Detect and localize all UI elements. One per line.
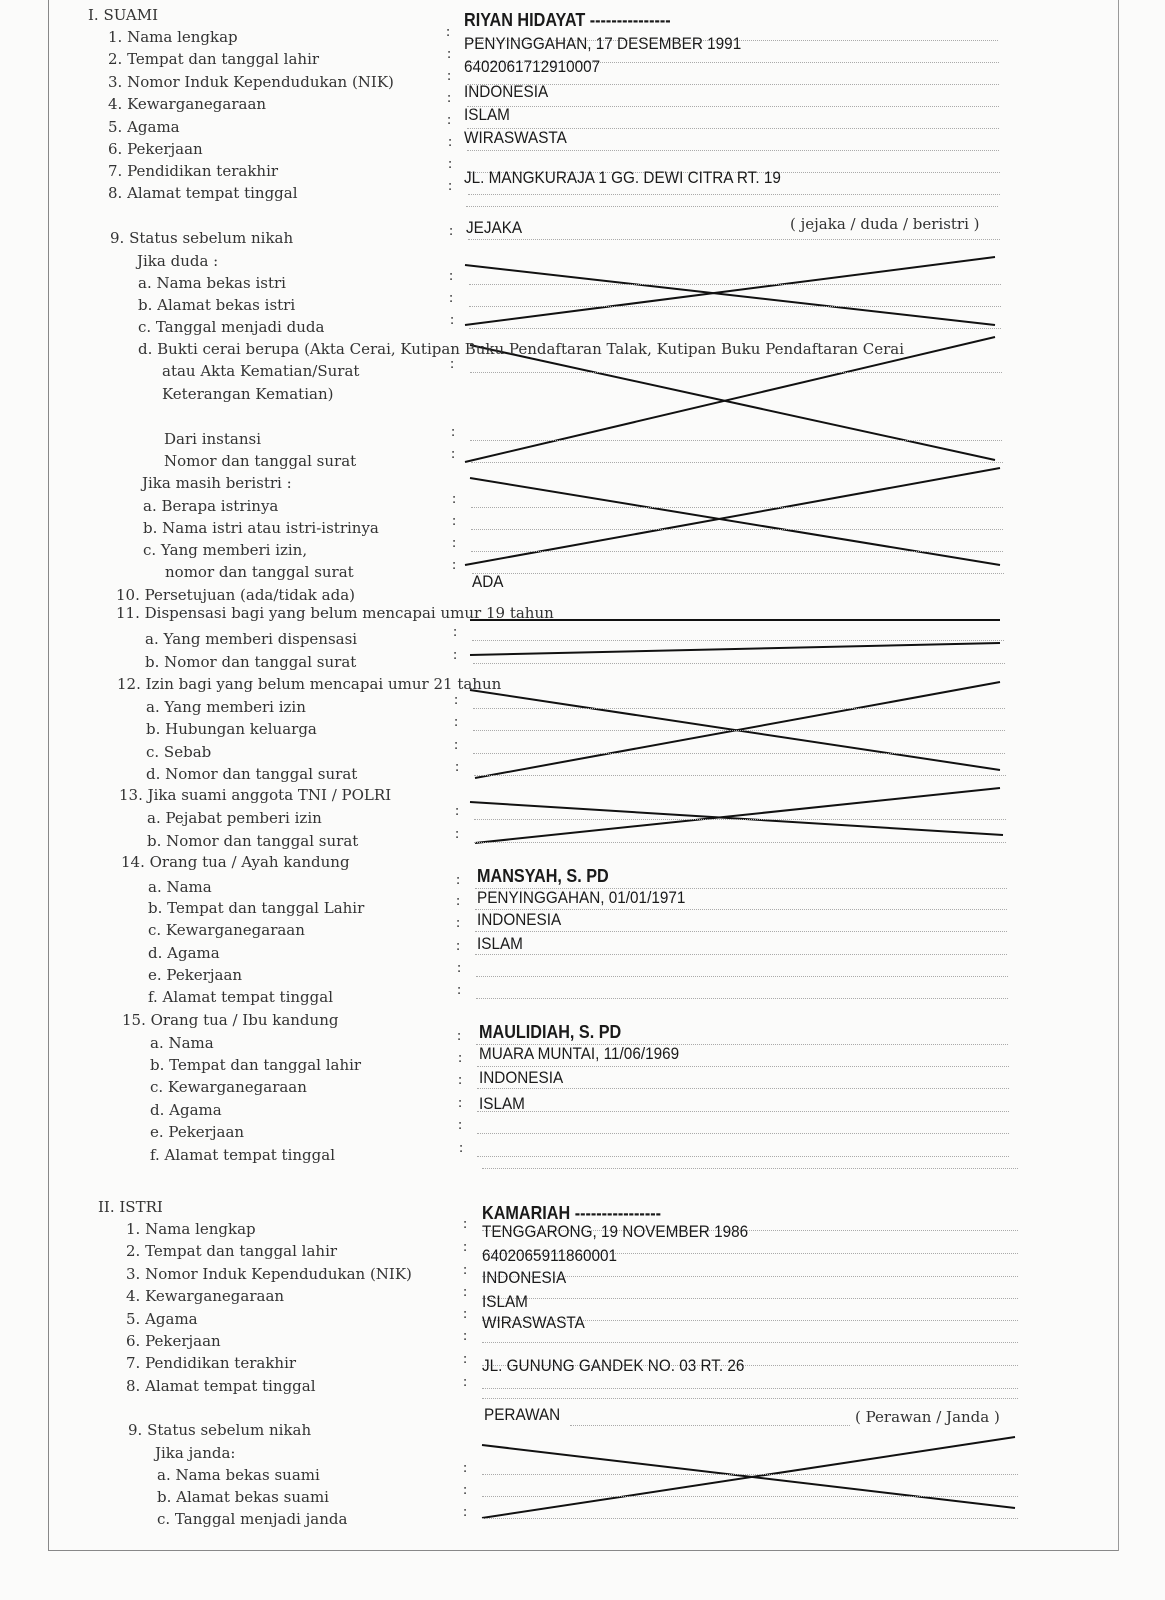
form-label: 5. Agama [108,118,180,136]
form-label: b. Hubungan keluarga [146,720,317,738]
dotted-line [471,462,1003,463]
dotted-line [482,1388,1018,1389]
dotted-line [471,529,1003,530]
form-label: a. Nama bekas suami [157,1466,320,1484]
form-label: b. Tempat dan tanggal Lahir [148,899,365,917]
colon-separator: : [449,290,454,306]
form-label: 5. Agama [126,1310,198,1328]
dotted-line [472,640,1004,641]
form-label: c. Sebab [146,743,212,761]
colon-separator: : [455,759,460,775]
filled-value: TENGGARONG, 19 NOVEMBER 1986 [482,1222,749,1241]
colon-separator: : [456,872,461,888]
dotted-line [474,775,1006,776]
form-label: 6. Pekerjaan [126,1332,221,1350]
filled-value: ADA [472,572,504,591]
form-label: 1. Nama lengkap [126,1220,256,1238]
filled-value: JL. GUNUNG GANDEK NO. 03 RT. 26 [482,1356,745,1375]
status-hint-suami: ( jejaka / duda / beristri ) [790,215,980,233]
dotted-line [467,106,999,107]
dotted-line [477,1133,1009,1134]
filled-value: ISLAM [477,934,523,953]
colon-separator: : [450,312,455,328]
form-label: a. Pejabat pemberi izin [147,809,322,827]
colon-separator: : [457,982,462,998]
colon-separator: : [452,491,457,507]
form-label: 13. Jika suami anggota TNI / POLRI [119,786,392,804]
filled-value: RIYAN HIDAYAT --------------- [464,10,671,30]
form-label: f. Alamat tempat tinggal [150,1146,335,1164]
form-label: 7. Pendidikan terakhir [126,1354,297,1372]
filled-value: MANSYAH, S. PD [477,866,609,886]
form-label: c. Kewarganegaraan [148,921,305,939]
colon-separator: : [463,1216,468,1232]
form-label: Jika duda : [137,252,219,270]
colon-separator: : [448,156,453,172]
colon-separator: : [463,1306,468,1322]
filled-value: INDONESIA [482,1268,567,1287]
colon-separator: : [456,938,461,954]
filled-value: ISLAM [479,1094,525,1113]
filled-value: 6402061712910007 [464,57,601,76]
form-label: d. Bukti cerai berupa (Akta Cerai, Kutipan Buku Pendaftaran Talak, Kutipan Buku Pendaftaran Cerai [138,340,905,358]
form-label: 3. Nomor Induk Kependudukan (NIK) [108,73,394,91]
dotted-line [466,206,998,207]
colon-separator: : [463,1284,468,1300]
form-label: 9. Status sebelum nikah [110,229,294,247]
dotted-line [470,372,1002,373]
filled-value: INDONESIA [479,1068,564,1087]
dotted-line [470,440,1002,441]
dotted-line [472,573,1004,574]
form-label: b. Nama istri atau istri-istrinya [143,519,379,537]
dotted-line [477,1156,1009,1157]
colon-separator: : [449,268,454,284]
filled-value: KAMARIAH ---------------- [482,1203,662,1223]
section-istri-heading: II. ISTRI [98,1198,163,1216]
form-label: a. Berapa istrinya [143,497,279,515]
form-label: b. Alamat bekas suami [157,1488,329,1506]
colon-separator: : [447,46,452,62]
colon-separator: : [452,535,457,551]
form-label: 15. Orang tua / Ibu kandung [122,1011,339,1029]
dotted-line [473,708,1005,709]
dotted-line [469,306,1001,307]
form-label: atau Akta Kematian/Surat [162,362,360,380]
dotted-line [477,1066,1009,1067]
dotted-line [482,1398,1018,1399]
colon-separator: : [458,1095,463,1111]
colon-separator: : [463,1351,468,1367]
form-label: 2. Tempat dan tanggal lahir [126,1242,338,1260]
colon-separator: : [447,90,452,106]
colon-separator: : [457,960,462,976]
form-label: e. Pekerjaan [150,1123,245,1141]
form-label: 7. Pendidikan terakhir [108,162,279,180]
colon-separator: : [463,1262,468,1278]
dotted-line [477,1111,1009,1112]
form-label: 1. Nama lengkap [108,28,238,46]
colon-separator: : [456,893,461,909]
dotted-line [469,284,1001,285]
filled-value: INDONESIA [464,82,549,101]
filled-value: MAULIDIAH, S. PD [479,1022,622,1042]
dotted-line [473,753,1005,754]
dotted-line [468,239,1000,240]
form-label: a. Nama [150,1034,214,1052]
colon-separator: : [448,178,453,194]
dotted-line [477,1088,1009,1089]
form-label: 3. Nomor Induk Kependudukan (NIK) [126,1265,412,1283]
filled-value: JL. MANGKURAJA 1 GG. DEWI CITRA RT. 19 [464,168,781,187]
form-label: c. Tanggal menjadi duda [138,318,325,336]
filled-value: JEJAKA [466,218,523,237]
form-label: Jika janda: [155,1444,236,1462]
form-label: c. Yang memberi izin, [143,541,308,559]
form-label: 8. Alamat tempat tinggal [108,184,298,202]
form-label: Dari instansi [164,430,261,448]
form-label: a. Yang memberi dispensasi [145,630,358,648]
colon-separator: : [463,1504,468,1520]
dotted-line [474,819,1006,820]
colon-separator: : [458,1050,463,1066]
form-label: d. Agama [148,944,220,962]
form-label: c. Tanggal menjadi janda [157,1510,348,1528]
dotted-line [482,1496,1018,1497]
colon-separator: : [446,24,451,40]
form-label: b. Nomor dan tanggal surat [147,832,359,850]
form-label: nomor dan tanggal surat [165,563,354,581]
form-label: e. Pekerjaan [148,966,243,984]
dotted-line [469,328,1001,329]
filled-value: 6402065911860001 [482,1246,618,1265]
dotted-line [475,954,1007,955]
form-label: 2. Tempat dan tanggal lahir [108,50,320,68]
dotted-line [482,1518,1018,1519]
form-label: 4. Kewarganegaraan [126,1287,285,1305]
colon-separator: : [454,714,459,730]
colon-separator: : [451,446,456,462]
colon-separator: : [454,692,459,708]
filled-value: PERAWAN [484,1405,561,1424]
filled-value: ISLAM [464,105,510,124]
dotted-line [482,1298,1018,1299]
form-label: a. Nama bekas istri [138,274,286,292]
colon-separator: : [458,1072,463,1088]
colon-separator: : [463,1482,468,1498]
form-label: Nomor dan tanggal surat [164,452,357,470]
colon-separator: : [453,647,458,663]
form-label: 9. Status sebelum nikah [128,1421,312,1439]
dotted-line [467,150,999,151]
colon-separator: : [459,1140,464,1156]
form-label: 8. Alamat tempat tinggal [126,1377,316,1395]
form-label: d. Nomor dan tanggal surat [146,765,358,783]
colon-separator: : [455,826,460,842]
colon-separator: : [447,68,452,84]
colon-separator: : [452,557,457,573]
filled-value: WIRASWASTA [464,128,567,147]
colon-separator: : [453,624,458,640]
dotted-line [570,1425,850,1426]
dotted-line [482,1168,1018,1169]
colon-separator: : [457,1028,462,1044]
form-label: b. Tempat dan tanggal lahir [150,1056,362,1074]
form-label: 12. Izin bagi yang belum mencapai umur 21 tahun [117,675,502,693]
filled-value: WIRASWASTA [482,1313,585,1332]
form-label: a. Yang memberi izin [146,698,306,716]
form-label: 11. Dispensasi bagi yang belum mencapai umur 19 tahun [116,604,554,622]
dotted-line [476,998,1008,999]
form-label: 4. Kewarganegaraan [108,95,267,113]
dotted-line [474,842,1006,843]
colon-separator: : [456,915,461,931]
form-label: d. Agama [150,1101,222,1119]
section-suami-heading: I. SUAMI [88,6,159,24]
form-label: Keterangan Kematian) [162,385,334,403]
dotted-line [471,507,1003,508]
dotted-line [473,730,1005,731]
form-label: 10. Persetujuan (ada/tidak ada) [116,586,355,604]
filled-value: ISLAM [482,1292,528,1311]
colon-separator: : [463,1374,468,1390]
colon-separator: : [454,737,459,753]
colon-separator: : [463,1239,468,1255]
form-label: b. Alamat bekas istri [138,296,296,314]
form-label: c. Kewarganegaraan [150,1078,307,1096]
form-label: Jika masih beristri : [142,474,292,492]
dotted-line [473,663,1005,664]
filled-value: MUARA MUNTAI, 11/06/1969 [479,1044,680,1063]
form-label: b. Nomor dan tanggal surat [145,653,357,671]
form-label: f. Alamat tempat tinggal [148,988,333,1006]
status-hint-istri: ( Perawan / Janda ) [855,1408,1000,1426]
form-label: 6. Pekerjaan [108,140,203,158]
colon-separator: : [449,223,454,239]
dotted-line [468,194,1000,195]
colon-separator: : [447,112,452,128]
filled-value: PENYINGGAHAN, 01/01/1971 [477,888,686,907]
form-label: 14. Orang tua / Ayah kandung [121,853,350,871]
colon-separator: : [452,513,457,529]
colon-separator: : [451,424,456,440]
colon-separator: : [463,1328,468,1344]
colon-separator: : [455,803,460,819]
dotted-line [476,976,1008,977]
form-label: a. Nama [148,878,212,896]
colon-separator: : [450,356,455,372]
colon-separator: : [463,1460,468,1476]
dotted-line [475,931,1007,932]
colon-separator: : [448,134,453,150]
filled-value: INDONESIA [477,910,562,929]
filled-value: PENYINGGAHAN, 17 DESEMBER 1991 [464,34,742,53]
dotted-line [482,1474,1018,1475]
colon-separator: : [458,1117,463,1133]
dotted-line [482,1342,1018,1343]
dotted-line [471,551,1003,552]
